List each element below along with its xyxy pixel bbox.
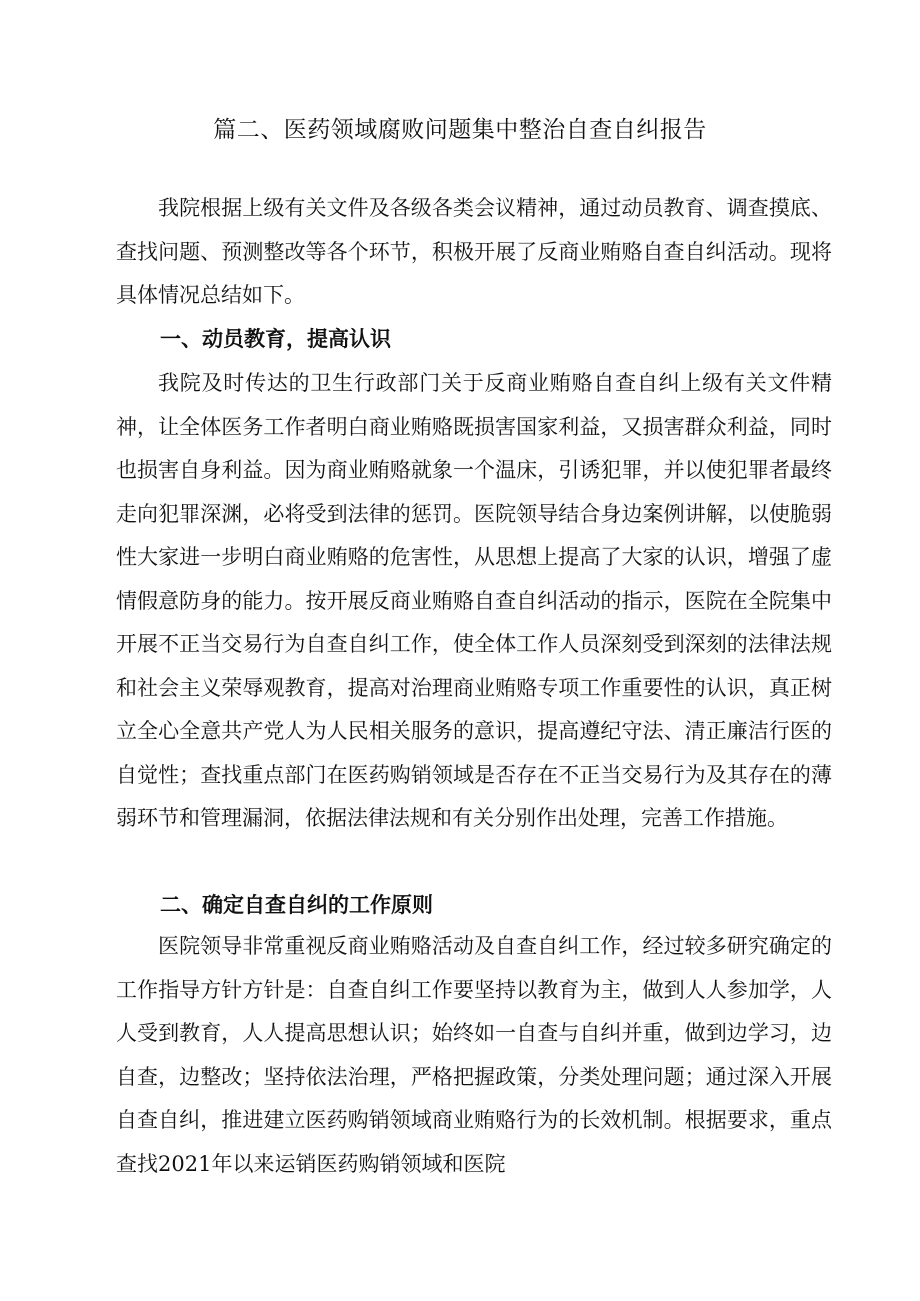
section-heading-2: 二、确定自查自纠的工作原则 xyxy=(160,893,433,917)
document-title: 篇二、医药领域腐败问题集中整治自查自纠报告 xyxy=(213,117,707,144)
section-1-paragraph: 我院及时传达的卫生行政部门关于反商业贿赂自查自纠上级有关文件精神，让全体医务工作者明白商业贿赂既损害国家利益，又损害群众利益，同时也损害自身利益。因为商业贿赂就象一个温床，引诱犯罪，并以使犯罪者最终走向犯罪深渊，必将受到法律的惩罚。医院领导结合身边案例讲解，以使脆弱性大家进一步明白商业贿赂的危害性，从思想上提高了大家的认识，增强了虚情假意防身的能力。按开展反商业贿赂自查自纠活动的指示，医院在全院集中开展不正当交易行为自查自纠工作，使全体工作人员深刻受到深刻的法律法规和社会主义荣辱观教育，提高对治理商业贿赂专项工作重要性的认识，真正树立全心全意共产党人为人民相关服务的意识，提高遵纪守法、清正廉洁行医的自觉性；查找重点部门在医药购销领域是否存在不正当交易行为及其存在的薄弱环节和管理漏洞，依据法律法规和有关分别作出处理，完善工作措施。 xyxy=(116,371,832,830)
section-heading-1: 一、动员教育，提高认识 xyxy=(160,327,391,351)
section-2-paragraph: 医院领导非常重视反商业贿赂活动及自查自纠工作，经过较多研究确定的工作指导方针方针是：自查自纠工作要坚持以教育为主，做到人人参加学，人人受到教育，人人提高思想认识；始终如一自查与自纠并重，做到边学习，边自查，边整改；坚持依法治理，严格把握政策，分类处理问题；通过深入开展自查自纠，推进建立医药购销领域商业贿赂行为的长效机制。根据要求，重点查找2021年以来运销医药购销领域和医院 xyxy=(116,934,832,1176)
intro-paragraph: 我院根据上级有关文件及各级各类会议精神，通过动员教育、调查摸底、查找问题、预测整改等各个环节，积极开展了反商业贿赂自查自纠活动。现将具体情况总结如下。 xyxy=(116,196,832,307)
